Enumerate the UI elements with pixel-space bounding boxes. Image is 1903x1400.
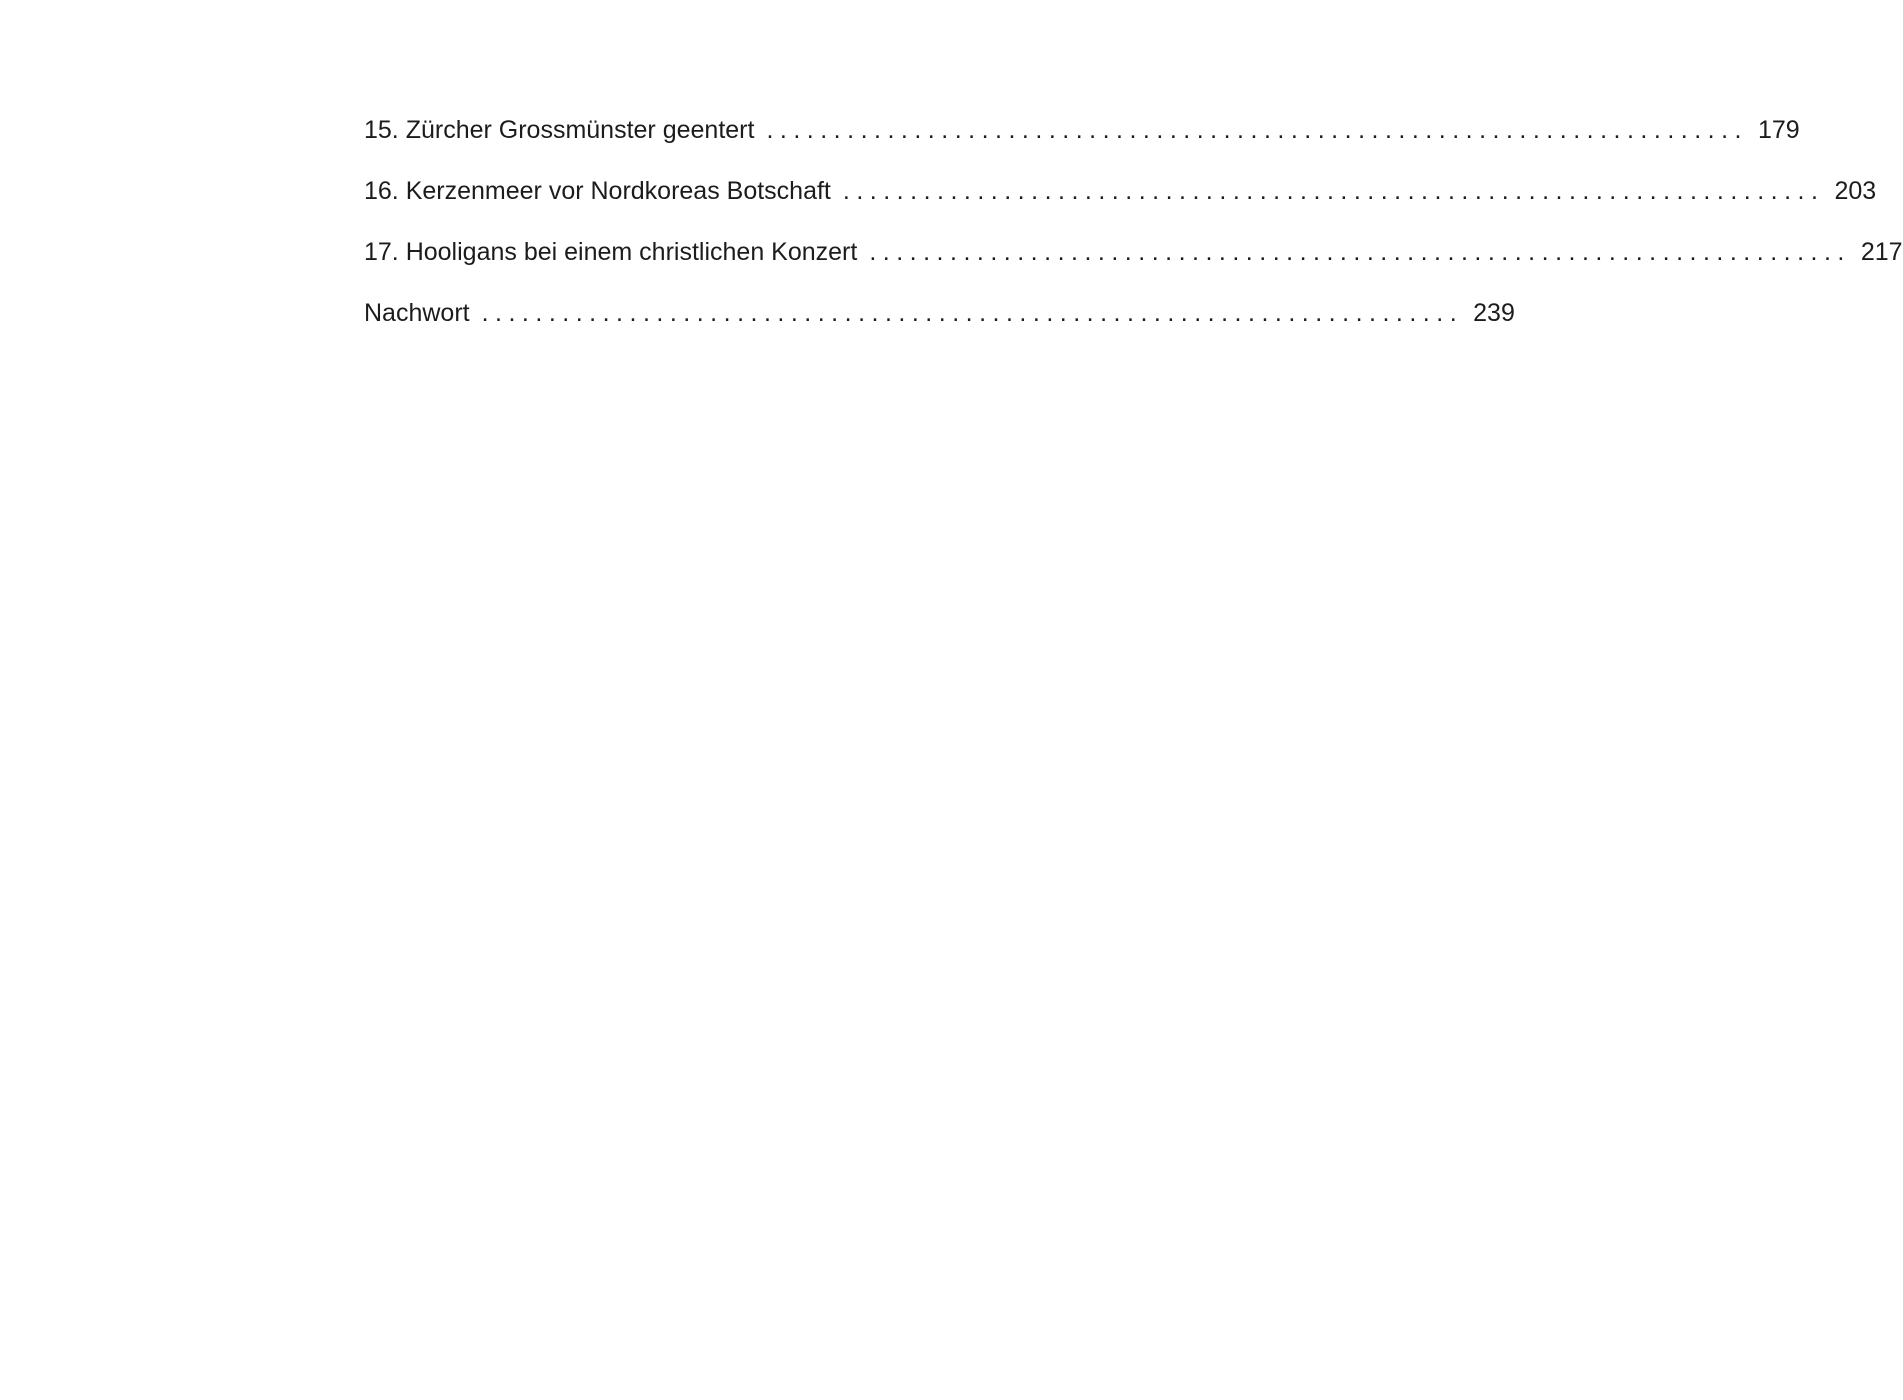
toc-entry-page: 179 xyxy=(1758,116,1800,144)
toc-entry-page: 239 xyxy=(1473,299,1515,327)
toc-entry-page: 217 xyxy=(1860,238,1903,266)
toc-entry-title: 15. Zürcher Grossmünster geentert xyxy=(364,116,755,144)
toc-entry xyxy=(364,234,1903,295)
toc-dot-leader: ......................................................................... xyxy=(842,177,1825,205)
toc-dot-leader: ......................................................................... xyxy=(481,299,1464,327)
toc-entry-page: 203 xyxy=(1834,177,1877,205)
toc-entry xyxy=(364,295,1515,356)
toc-entry-title: Nachwort xyxy=(364,299,470,327)
toc-entry xyxy=(364,173,1877,234)
toc-entry-title: 17. Hooligans bei einem christlichen Konzert xyxy=(364,238,858,266)
toc-dot-leader: ......................................................................... xyxy=(869,238,1851,266)
toc-entry xyxy=(364,112,1800,173)
toc-entry-title: 16. Kerzenmeer vor Nordkoreas Botschaft xyxy=(364,177,831,205)
toc-dot-leader: ......................................................................... xyxy=(766,116,1748,144)
table-of-contents xyxy=(364,112,1903,356)
